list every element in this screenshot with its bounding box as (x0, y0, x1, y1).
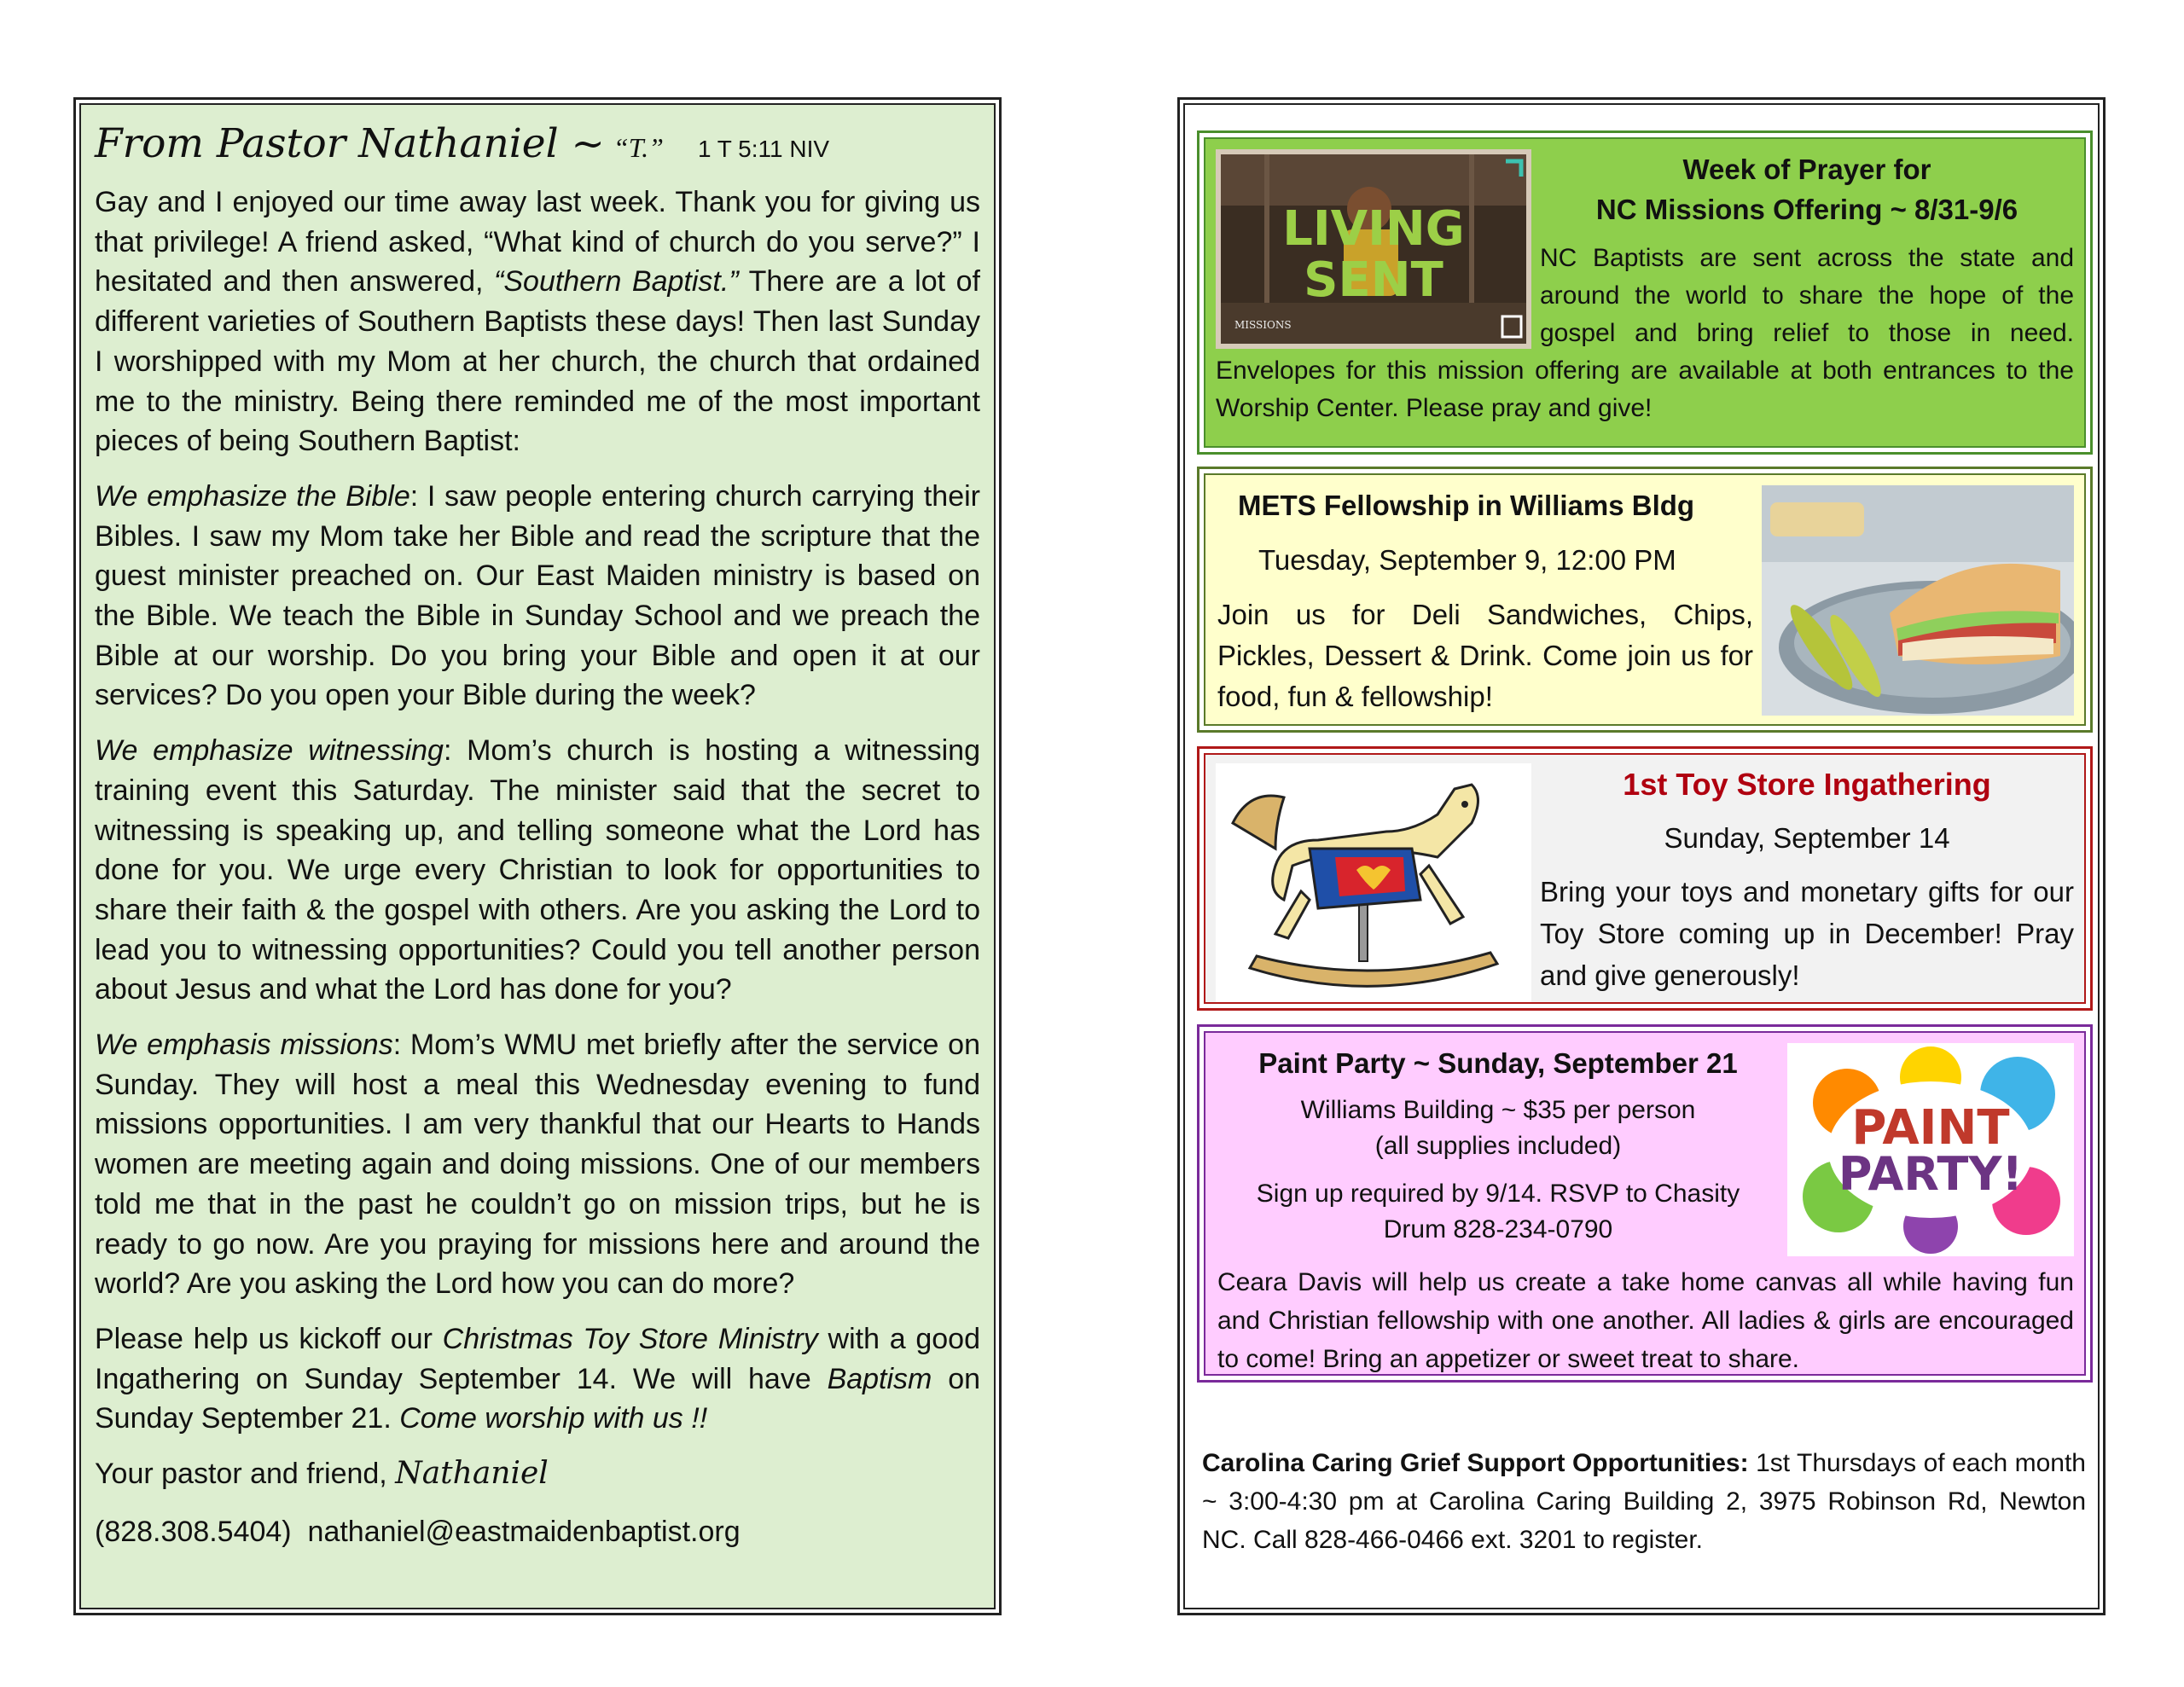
pastor-contact (95, 1512, 980, 1551)
letter-emphasis: We emphasize the Bible (95, 479, 410, 513)
grief-support-text: 1st Thursdays of each month ~ 3:00-4:30 pm at Carolina Caring Building 2, 3975 Robinson Rd, Newton NC. Call 828-466-0466 ext. 3201 to register. (1202, 1449, 2086, 1554)
mets-text: Join us for Deli Sandwiches, Chips, Pickles, Dessert & Drink. Come join us for food, fun & fellowship! (1217, 599, 1753, 712)
scripture-reference: 1 T 5:11 NIV (697, 136, 830, 162)
pastor-letter-topic: “T.” (613, 132, 664, 163)
letter-paragraph-1 (95, 183, 980, 461)
prayer-week-inner (1204, 137, 2086, 448)
letter-paragraph-5 (95, 1319, 980, 1439)
toy-store-box (1197, 746, 2093, 1011)
grief-support-title: Carolina Caring Grief Support Opportunities: (1202, 1449, 1749, 1477)
prayer-week-title-2: NC Missions Offering ~ 8/31-9/6 (1595, 194, 2018, 225)
letter-paragraph-4 (95, 1025, 980, 1304)
sandwich-image (1762, 485, 2074, 716)
toy-store-text: Bring your toys and monetary gifts for our Toy Store coming up in December! Pray and give generously! (1540, 876, 2074, 991)
living-sent-image (1216, 149, 1531, 349)
toy-store-date: Sunday, September 14 (1664, 822, 1950, 854)
rocking-horse-image (1216, 763, 1531, 1002)
letter-emphasis: Come worship with us !! (399, 1402, 708, 1435)
letter-paragraph-3 (95, 731, 980, 1010)
mets-date-time: Tuesday, September 9, 12:00 PM (1258, 544, 1676, 576)
paint-party-signup: Sign up required by 9/14. RSVP to Chasity (1256, 1180, 1740, 1208)
letter-text: : Mom’s church is hosting a witnessing training event this Saturday. The minister said that the secret to witnessing is speaking up, and telling someone what the Lord has done for you. We urge every Christian to look for opportunities to share their faith & the gospel with others. Are you asking the Lord to lead you to witnessing opportunities? Could you tell another person about Jesus and what the Lord has done for you? (95, 734, 980, 1006)
letter-emphasis: Baptism (827, 1362, 932, 1395)
missions-badge-text: MISSIONS (1234, 319, 1292, 331)
paint-party-inner (1204, 1031, 2086, 1376)
pastor-phone: (828.308.5404) (95, 1516, 292, 1549)
letter-text: on Sunday September 21. (95, 1362, 981, 1435)
prayer-week-text: NC Baptists are sent across the state and around the world to share the hope of the gospel and bring relief to those in need. Envelopes for this mission offering are available at both entrances to the Worship Center. Please pray and give! (1216, 244, 2074, 422)
toy-store-inner (1204, 753, 2086, 1004)
sent-text: SENT (1304, 252, 1443, 308)
prayer-week-title-1: Week of Prayer for (1682, 154, 1931, 185)
letter-emphasis: We emphasis missions (95, 1029, 393, 1062)
letter-emphasis: We emphasize witnessing (95, 734, 444, 768)
announcements-panel (1177, 97, 2106, 1615)
mets-fellowship-box (1197, 467, 2093, 733)
letter-emphasis: “Southern Baptist.” (494, 265, 739, 299)
letter-paragraph-2 (95, 477, 980, 716)
letter-text: There are a lot of different varieties of Southern Baptists these days! Then last Sunday I worshipped with my Mom at her church, the church that ordained me to the ministry. Being there reminded me of the most important pieces of being Southern Baptist: (95, 265, 980, 458)
paint-party-contact: Drum 828-234-0790 (1383, 1215, 1613, 1244)
mets-fellowship-inner (1204, 473, 2086, 726)
mets-title: METS Fellowship in Williams Bldg (1238, 490, 1695, 521)
toy-store-title: 1st Toy Store Ingathering (1623, 767, 1991, 802)
grief-support-notice (1202, 1444, 2086, 1559)
letter-text: : Mom’s WMU met briefly after the service on Sunday. They will host a meal this Wednesday evening to fund missions opportunities. I am very thankful that our Hearts to Hands women are meeting again and doing missions. One of our members told me that in the past he couldn’t go on mission trips, but he is ready to go now. Are you praying for missions here and around the world? Are you asking the Lord how you can do more? (95, 1029, 980, 1301)
pastor-letter-panel (73, 97, 1002, 1615)
letter-text: with a good Ingathering on Sunday September 14. We will have (95, 1322, 980, 1395)
paint-party-supplies: (all supplies included) (1374, 1132, 1622, 1160)
paint-party-logo (1787, 1043, 2074, 1256)
announcements-inner (1183, 103, 2100, 1609)
prayer-week-box (1197, 130, 2093, 455)
living-text: LIVING (1282, 201, 1465, 257)
paint-party-text: Ceara Davis will help us create a take home canvas all while having fun and Christian fellowship with one another. All ladies & girls are encouraged to come! Bring an appetizer or sweet treat to share. (1217, 1268, 2074, 1373)
paint-logo-line1: PAINT (1851, 1100, 2010, 1156)
pastor-letter-header (95, 120, 980, 167)
paint-party-title: Paint Party ~ Sunday, September 21 (1258, 1047, 1738, 1079)
signature-name: Nathaniel (395, 1456, 549, 1492)
pastor-email: nathaniel@eastmaidenbaptist.org (307, 1516, 741, 1549)
letter-text: Please help us kickoff our (95, 1322, 443, 1355)
letter-text: : I saw people entering church carrying their Bibles. I saw my Mom take her Bible and read the scripture that the guest minister preached on. Our East Maiden ministry is based on the Bible. We teach the Bible in Sunday School and we preach the Bible at our worship. Do you bring your Bible and open it at our services? Do you open your Bible during the week? (95, 479, 980, 712)
letter-signature (95, 1454, 980, 1493)
letter-text: Gay and I enjoyed our time away last week. Thank you for giving us that privilege! A friend asked, “What kind of church do you serve?” I hesitated and then answered, (95, 186, 980, 299)
paint-party-location: Williams Building ~ $35 per person (1300, 1096, 1696, 1124)
sign-off: Your pastor and friend, (95, 1458, 396, 1491)
pastor-letter-inner (79, 103, 996, 1609)
pastor-letter-title: From Pastor Nathaniel ~ (95, 120, 605, 167)
paint-logo-line2: PARTY! (1838, 1147, 2024, 1201)
letter-emphasis: Christmas Toy Store Ministry (442, 1322, 818, 1355)
paint-party-box (1197, 1024, 2093, 1383)
